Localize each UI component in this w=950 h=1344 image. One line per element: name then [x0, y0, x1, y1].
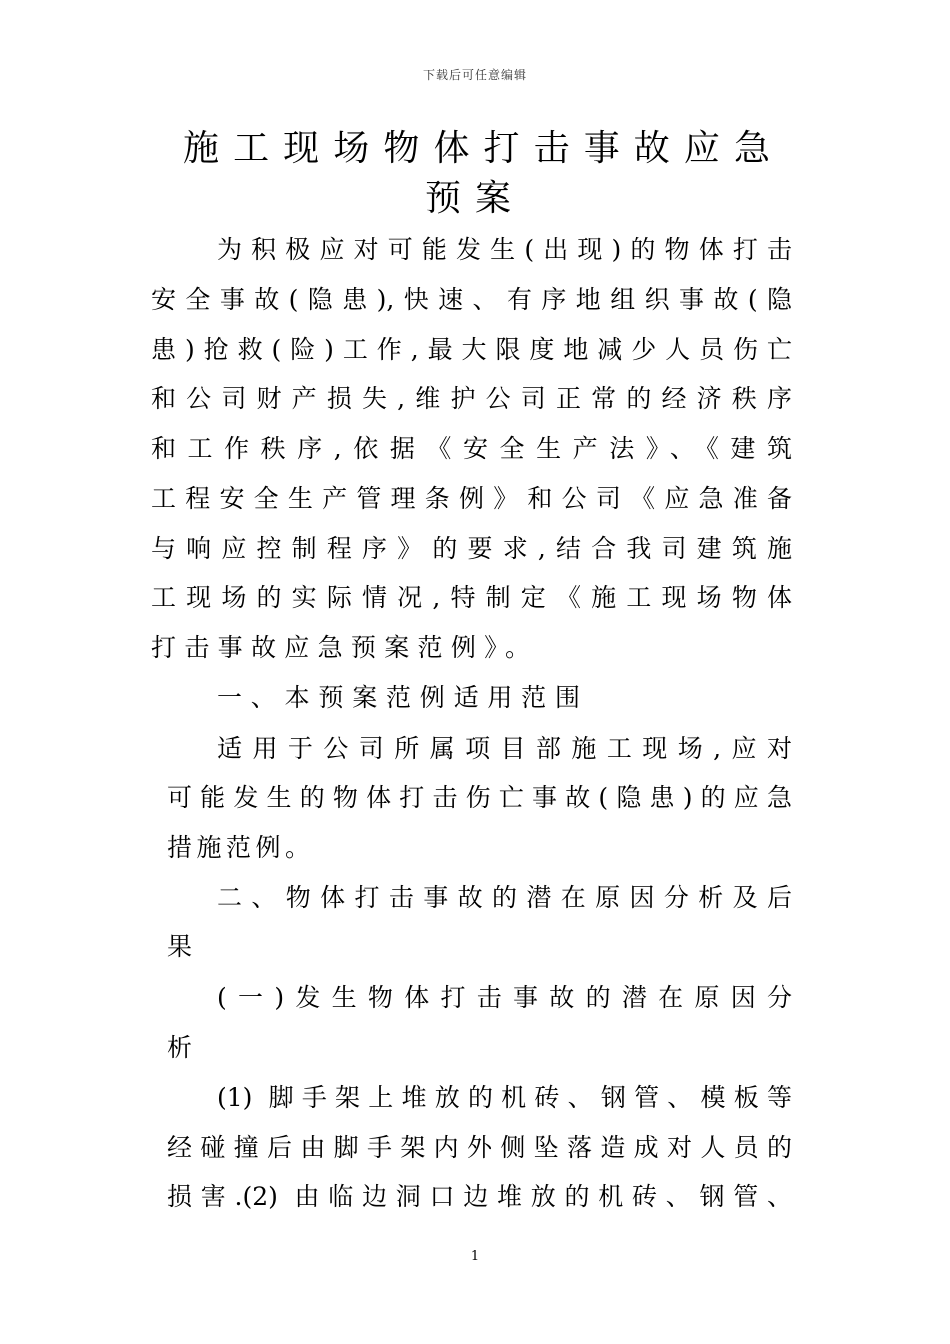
body-line: 打击事故应急预案范例》。 — [151, 633, 530, 662]
subsection-heading: (一)发生物体打击事故的潜在原因分 — [217, 983, 792, 1012]
body-line: 安全事故(隐患),快速、有序地组织事故(隐 — [151, 285, 792, 314]
body-line: 损害.(2) 由临边洞口边堆放的机砖、钢管、 — [167, 1182, 792, 1211]
document-title-line-1: 施工现场物体打击事故应急 — [183, 128, 770, 169]
body-line: 为积极应对可能发生(出现)的物体打击 — [217, 235, 792, 264]
page-header: 下载后可任意编辑 — [422, 68, 527, 82]
body-line: 工程安全生产管理条例》和公司《应急准备 — [151, 484, 792, 513]
section-heading: 果 — [167, 932, 193, 961]
section-heading: 一、本预案范例适用范围 — [217, 683, 580, 712]
document-title-line-2: 预案 — [424, 178, 525, 219]
body-line: 适用于公司所属项目部施工现场,应对 — [217, 734, 792, 763]
body-line: 和工作秩序,依据《安全生产法》、《建筑 — [151, 434, 792, 463]
subsection-heading: 析 — [167, 1033, 193, 1062]
body-line: (1) 脚手架上堆放的机砖、钢管、模板等 — [217, 1083, 792, 1112]
body-line: 与响应控制程序》的要求,结合我司建筑施 — [151, 534, 792, 563]
body-line: 工现场的实际情况,特制定《施工现场物体 — [151, 583, 792, 612]
body-line: 可能发生的物体打击伤亡事故(隐患)的应急 — [167, 783, 792, 812]
body-line: 患)抢救(险)工作,最大限度地减少人员伤亡 — [151, 335, 792, 364]
body-line: 经碰撞后由脚手架内外侧坠落造成对人员的 — [167, 1133, 792, 1162]
body-line: 和公司财产损失,维护公司正常的经济秩序 — [151, 384, 792, 413]
section-heading: 二、物体打击事故的潜在原因分析及后 — [217, 883, 792, 912]
body-line: 措施范例。 — [167, 833, 310, 862]
page-number: 1 — [470, 1249, 480, 1264]
